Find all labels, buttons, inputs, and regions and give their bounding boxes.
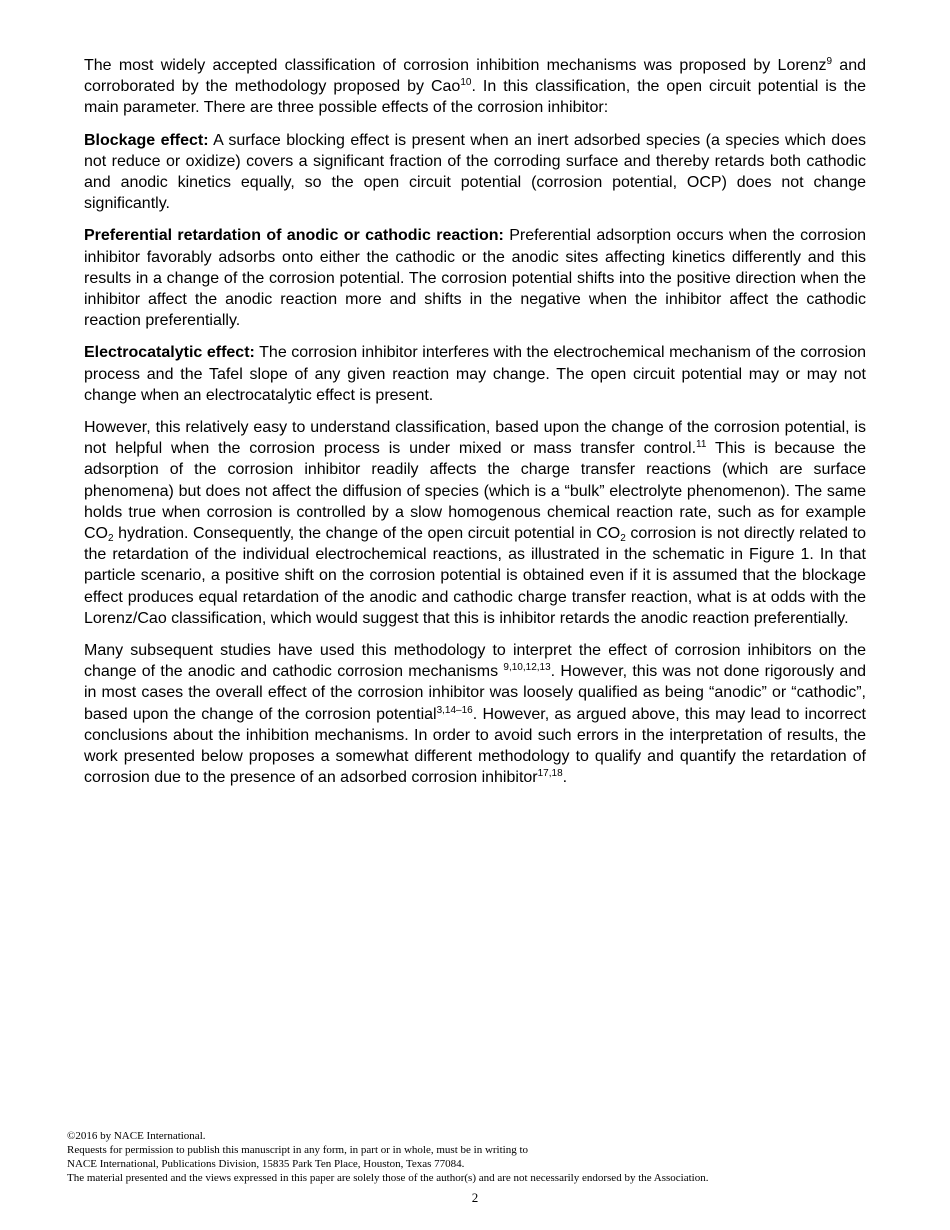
citation: 17,18: [537, 768, 563, 780]
blockage-effect-paragraph: Blockage effect: A surface blocking effect is present when an inert adsorbed species (a species which does not reduce or oxidize) covers a significant fraction of the corroding surface and thereby retards both cathodic and anodic kinetics equally, so the open circuit potential (corrosion potential, OCP) does not change significantly.: [84, 131, 866, 213]
subscript: 2: [108, 533, 114, 545]
citation: 9: [826, 56, 833, 67]
citation: 9,10,12,13: [503, 662, 551, 674]
publisher-address: NACE International, Publications Division, 15835 Park Ten Place, Houston, Texas 77084.: [67, 1158, 465, 1170]
preferential-retardation-heading: Preferential retardation of anodic or cathodic reaction:: [84, 227, 504, 245]
page-body: [84, 55, 866, 800]
citation: 11: [696, 439, 707, 451]
page-number: 2: [471, 1190, 479, 1205]
citation: 10: [460, 77, 472, 89]
copyright-notice: ©2016 by NACE International.: [67, 1130, 206, 1142]
disclaimer: The material presented and the views expressed in this paper are solely those of the author(s) and are not necessarily endorsed by the Association.: [67, 1172, 709, 1184]
subsequent-studies-paragraph: Many subsequent studies have used this methodology to interpret the effect of corrosion inhibitors on the change of the anodic and cathodic corrosion mechanisms $^{9,10,12,13}$. However, this was not done rigorously and in most cases the overall effect of the corrosion inhibitor was loosely qualified as being “anodic” or “cathodic”, based upon the change of the corrosion potential$^{3,14-16}$. However, as argued above, this may lead to incorrect conclusions about the inhibition mechanisms. In order to avoid such errors in the interpretation of results, the work presented below proposes a somewhat different methodology to qualify and quantify the retardation of corrosion due to the presence of an adsorbed corrosion inhibitor$^{17,18}$.: [84, 642, 867, 787]
electrocatalytic-effect-heading: Electrocatalytic effect:: [84, 344, 255, 362]
citation: 3,14–16: [436, 704, 473, 716]
subscript: 2: [620, 533, 626, 545]
preferential-retardation-paragraph: Preferential retardation of anodic or cathodic reaction: Preferential adsorption occurs when the corrosion inhibitor favorably adsorbs onto either the cathodic or the anodic sites affecting kinetics differently and this results in a change of the corrosion potential. The corrosion potential shifts into the positive direction when the inhibitor affect the anodic reaction more and shifts in the negative when the inhibitor affect the cathodic reaction preferentially.: [84, 227, 866, 330]
intro-paragraph: The most widely accepted classification of corrosion inhibition mechanisms was proposed by Lorenz$^9$ and corroborated by the methodology proposed by Cao$^{10}$. In this classification, the open circuit potential is the main parameter. There are three possible effects of the corrosion inhibitor:: [84, 56, 867, 117]
electrocatalytic-effect-paragraph: Electrocatalytic effect: The corrosion inhibitor interferes with the electrochemical mechanism of the corrosion process and the Tafel slope of any given reaction may change. The open circuit potential may or may not change when an electrocatalytic effect is present.: [84, 344, 866, 404]
blockage-effect-heading: Blockage effect:: [84, 131, 209, 149]
page-footer: [67, 1129, 887, 1185]
however-paragraph: However, this relatively easy to understand classification, based upon the change of the corrosion potential, is not helpful when the corrosion process is under mixed or mass transfer control.$^{11}$ This is because the adsorption of the corrosion inhibitor readily affects the charge transfer reactions (which are surface phenomena) but does not affect the diffusion of species (which is a “bulk” electrolyte phenomenon). The same holds true when corrosion is controlled by a slow homogenous chemical reaction rate, such as for example $CO_2$ hydration. Consequently, the change of the open circuit potential in $CO_2$ corrosion is not directly related to the retardation of the individual electrochemical reactions, as illustrated in the schematic in Figure 1. In that particle scenario, a positive shift on the corrosion potential is obtained even if it is assumed that the blockage effect produces equal retardation of the anodic and cathodic charge transfer reaction, what is at odds with the Lorenz/Cao classification, which would suggest that this is inhibitor retards the anodic reaction preferentially.: [84, 419, 867, 627]
permission-notice: Requests for permission to publish this manuscript in any form, in part or in whole, must be in writing to: [67, 1144, 529, 1156]
